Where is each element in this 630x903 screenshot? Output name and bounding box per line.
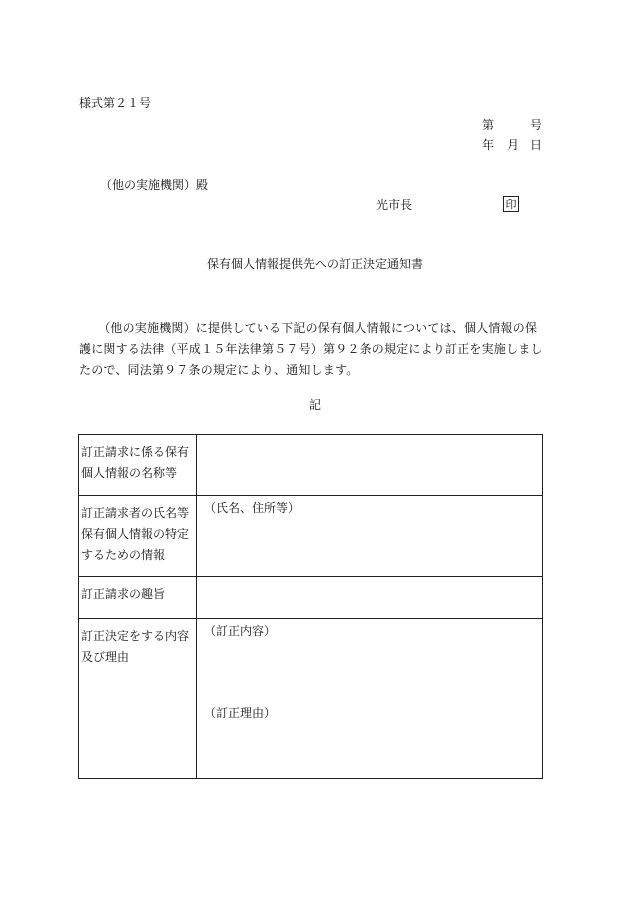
row-label: 訂正請求者の氏名等保有個人情報の特定するための情報 <box>79 496 197 577</box>
addressee-honorific: 殿 <box>196 178 209 192</box>
note-heading: 記 <box>308 398 321 412</box>
row-value[interactable]: （氏名、住所等） <box>197 496 543 577</box>
correction-content-label: （訂正内容） <box>204 624 277 638</box>
date-month-label: 月 <box>507 138 520 152</box>
form-number: 様式第２１号 <box>79 96 152 110</box>
row-value-container[interactable] <box>197 619 543 779</box>
row-label: 訂正請求に係る保有個人情報の名称等 <box>79 435 197 496</box>
row-label: 訂正決定をする内容及び理由 <box>79 619 197 779</box>
details-table <box>78 434 543 779</box>
document-number-suffix: 号 <box>530 118 543 132</box>
body-paragraph: （他の実施機関）に提供している下記の保有個人情報については、個人情報の保護に関する法律（平成１５年法律第５７号）第９２条の規定により訂正を実施しましたので、同法第９７条の規定により、通知します。 <box>79 321 543 377</box>
date-day-label: 日 <box>530 138 543 152</box>
date-year-label: 年 <box>482 138 495 152</box>
correction-reason-label: （訂正理由） <box>204 706 277 720</box>
row-value[interactable] <box>197 577 543 619</box>
issuer-name: 光市長 <box>376 198 413 212</box>
table-row <box>79 577 543 619</box>
seal-stamp: 印 <box>503 196 519 212</box>
row-label: 訂正請求の趣旨 <box>79 577 197 619</box>
table-row <box>79 435 543 496</box>
row-value[interactable] <box>197 435 543 496</box>
table-row <box>79 619 543 779</box>
addressee-name: （他の実施機関） <box>100 178 197 192</box>
document-number-label: 第 <box>482 118 495 132</box>
table-row <box>79 496 543 577</box>
document-title: 保有個人情報提供先への訂正決定通知書 <box>206 257 423 271</box>
